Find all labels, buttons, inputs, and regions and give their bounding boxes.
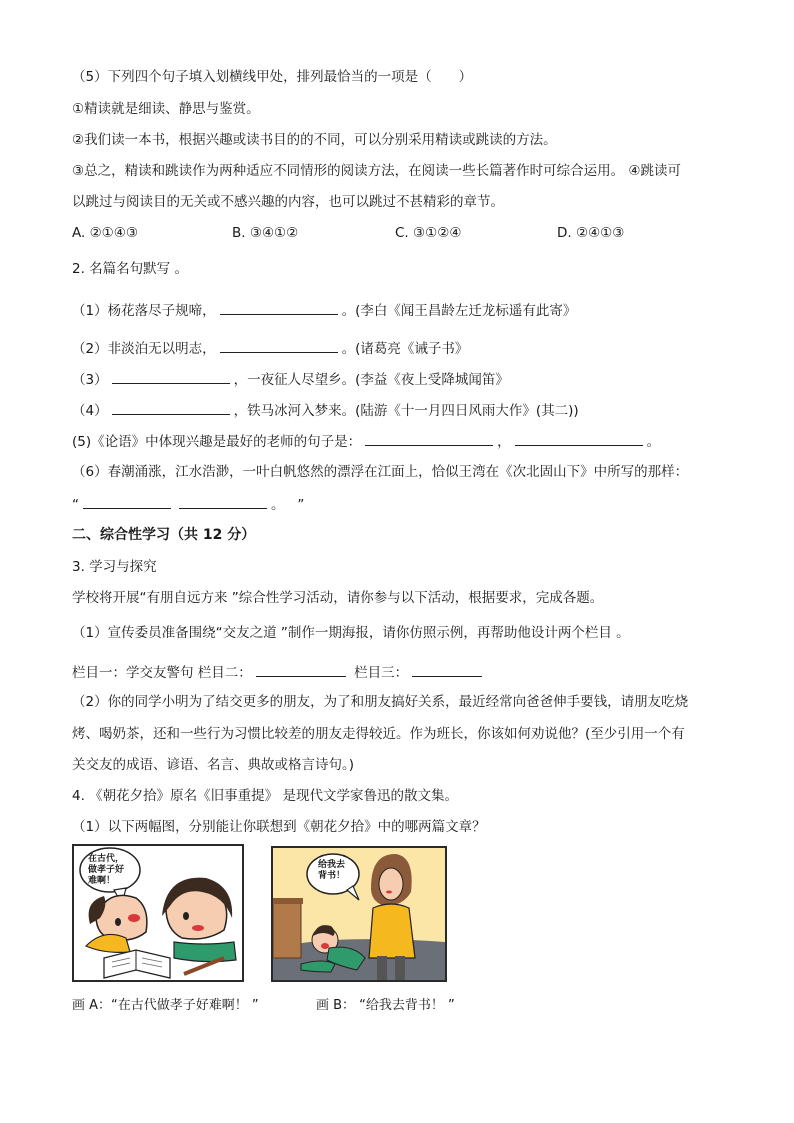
q2-5-comma: ， <box>497 434 511 450</box>
q2-2-suffix: 。(诸葛亮《诫子书》 <box>341 341 469 357</box>
q4-title: 4. 《朝花夕拾》原名《旧事重提》 是现代文学家鲁迅的散文集。 <box>72 788 458 804</box>
sentence-4-cont: 以跳过与阅读目的无关或不感兴趣的内容，也可以跳过不甚精彩的章节。 <box>72 194 504 210</box>
q2-title: 2. 名篇名句默写 。 <box>72 261 188 277</box>
q2-2-prefix: （2）非淡泊无以明志， <box>72 341 216 357</box>
sentence-3-4: ③总之，精读和跳读作为两种适应不同情形的阅读方法，在阅读一些长篇著作时可综合运用。 ④跳读可 <box>72 163 681 179</box>
q2-line-5 <box>72 431 660 451</box>
option-c: C. ③①②④ <box>395 225 462 241</box>
blank-column-3[interactable] <box>412 662 482 677</box>
q3-2-line-2: 烤、喝奶茶，还和一些行为习惯比较差的朋友走得较近。作为班长，你该如何劝说他？(至少引用一个有 <box>72 726 685 742</box>
column-3-label: 栏目三： <box>354 665 409 681</box>
option-d: D. ②④①③ <box>557 225 625 241</box>
q3-intro: 学校将开展“有朋自远方来 ”综合性学习活动，请你参与以下活动，根据要求，完成各题。 <box>72 590 604 606</box>
blank-1[interactable] <box>220 300 338 315</box>
speech-bubble-a: 在古代， 做孝子好 难啊！ <box>88 854 125 886</box>
caption-b: 画 B： “给我去背书！ ” <box>316 998 455 1013</box>
q2-5-prefix: (5)《论语》中体现兴趣是最好的老师的句子是： <box>72 434 362 450</box>
q2-3-prefix: （3） <box>72 372 108 388</box>
q2-1-prefix: （1）杨花落尽子规啼， <box>72 303 216 319</box>
q2-line-6: （6）春潮涌涨，江水浩渺，一叶白帆悠然的漂浮在江面上，恰似王湾在《次北固山下》中所写的那样： <box>72 464 689 480</box>
blank-6a[interactable] <box>83 494 171 509</box>
q3-1: （1）宣传委员准备围绕“交友之道 ”制作一期海报，请你仿照示例，再帮助他设计两个栏目 。 <box>72 625 630 641</box>
blank-5a[interactable] <box>365 431 493 446</box>
blank-4[interactable] <box>112 400 230 415</box>
blank-5b[interactable] <box>515 431 643 446</box>
q4-1: （1）以下两幅图，分别能让你联想到《朝花夕拾》中的哪两篇文章？ <box>72 819 486 835</box>
q2-1-suffix: 。(李白《闻王昌龄左迁龙标遥有此寄》 <box>341 303 577 319</box>
close-quote: ” <box>297 497 305 513</box>
cartoon-a <box>72 844 244 982</box>
speech-bubble-b: 给我去 背书！ <box>318 860 346 881</box>
q2-5-end: 。 <box>646 434 661 450</box>
blank-2[interactable] <box>220 338 338 353</box>
cartoon-b-illustration <box>273 848 445 980</box>
option-a: A. ②①④③ <box>72 225 138 241</box>
open-quote: “ <box>72 497 79 513</box>
blank-3[interactable] <box>112 369 230 384</box>
blank-6b[interactable] <box>179 494 267 509</box>
q2-6-period: 。 <box>271 497 285 513</box>
q3-2-line-1: （2）你的同学小明为了结交更多的朋友，为了和朋友搞好关系，最近经常向爸爸伸手要钱，请朋友吃烧 <box>72 694 689 710</box>
sentence-1: ①精读就是细读、静思与鉴赏。 <box>72 101 260 117</box>
column-1-2-label: 栏目一：学交友警句 栏目二： <box>72 665 252 681</box>
q3-columns <box>72 662 486 682</box>
q2-line-2 <box>72 338 468 358</box>
option-b: B. ③④①② <box>232 225 299 241</box>
blank-column-2[interactable] <box>256 662 346 677</box>
cartoon-b <box>271 846 447 982</box>
q2-line-4 <box>72 400 579 420</box>
q2-line-1 <box>72 300 576 320</box>
q2-line-6-answer <box>72 494 304 514</box>
sentence-2: ②我们读一本书，根据兴趣或读书目的的不同，可以分别采用精读或跳读的方法。 <box>72 132 557 148</box>
q3-2-line-3: 关交友的成语、谚语、名言、典故或格言诗句。) <box>72 757 355 773</box>
q2-4-prefix: （4） <box>72 403 108 419</box>
q1-5-stem: （5）下列四个句子填入划横线甲处，排列最恰当的一项是（ ） <box>72 69 473 85</box>
q3-title: 3. 学习与探究 <box>72 559 157 575</box>
q2-line-3 <box>72 369 509 389</box>
caption-a: 画 A：“在古代做孝子好难啊！ ” <box>72 998 259 1013</box>
section-2-title: 二、综合性学习（共 12 分） <box>72 527 256 543</box>
q2-4-suffix: ，铁马冰河入梦来。(陆游《十一月四日风雨大作》(其二)) <box>233 403 579 419</box>
q2-3-suffix: ，一夜征人尽望乡。(李益《夜上受降城闻笛》 <box>233 372 509 388</box>
